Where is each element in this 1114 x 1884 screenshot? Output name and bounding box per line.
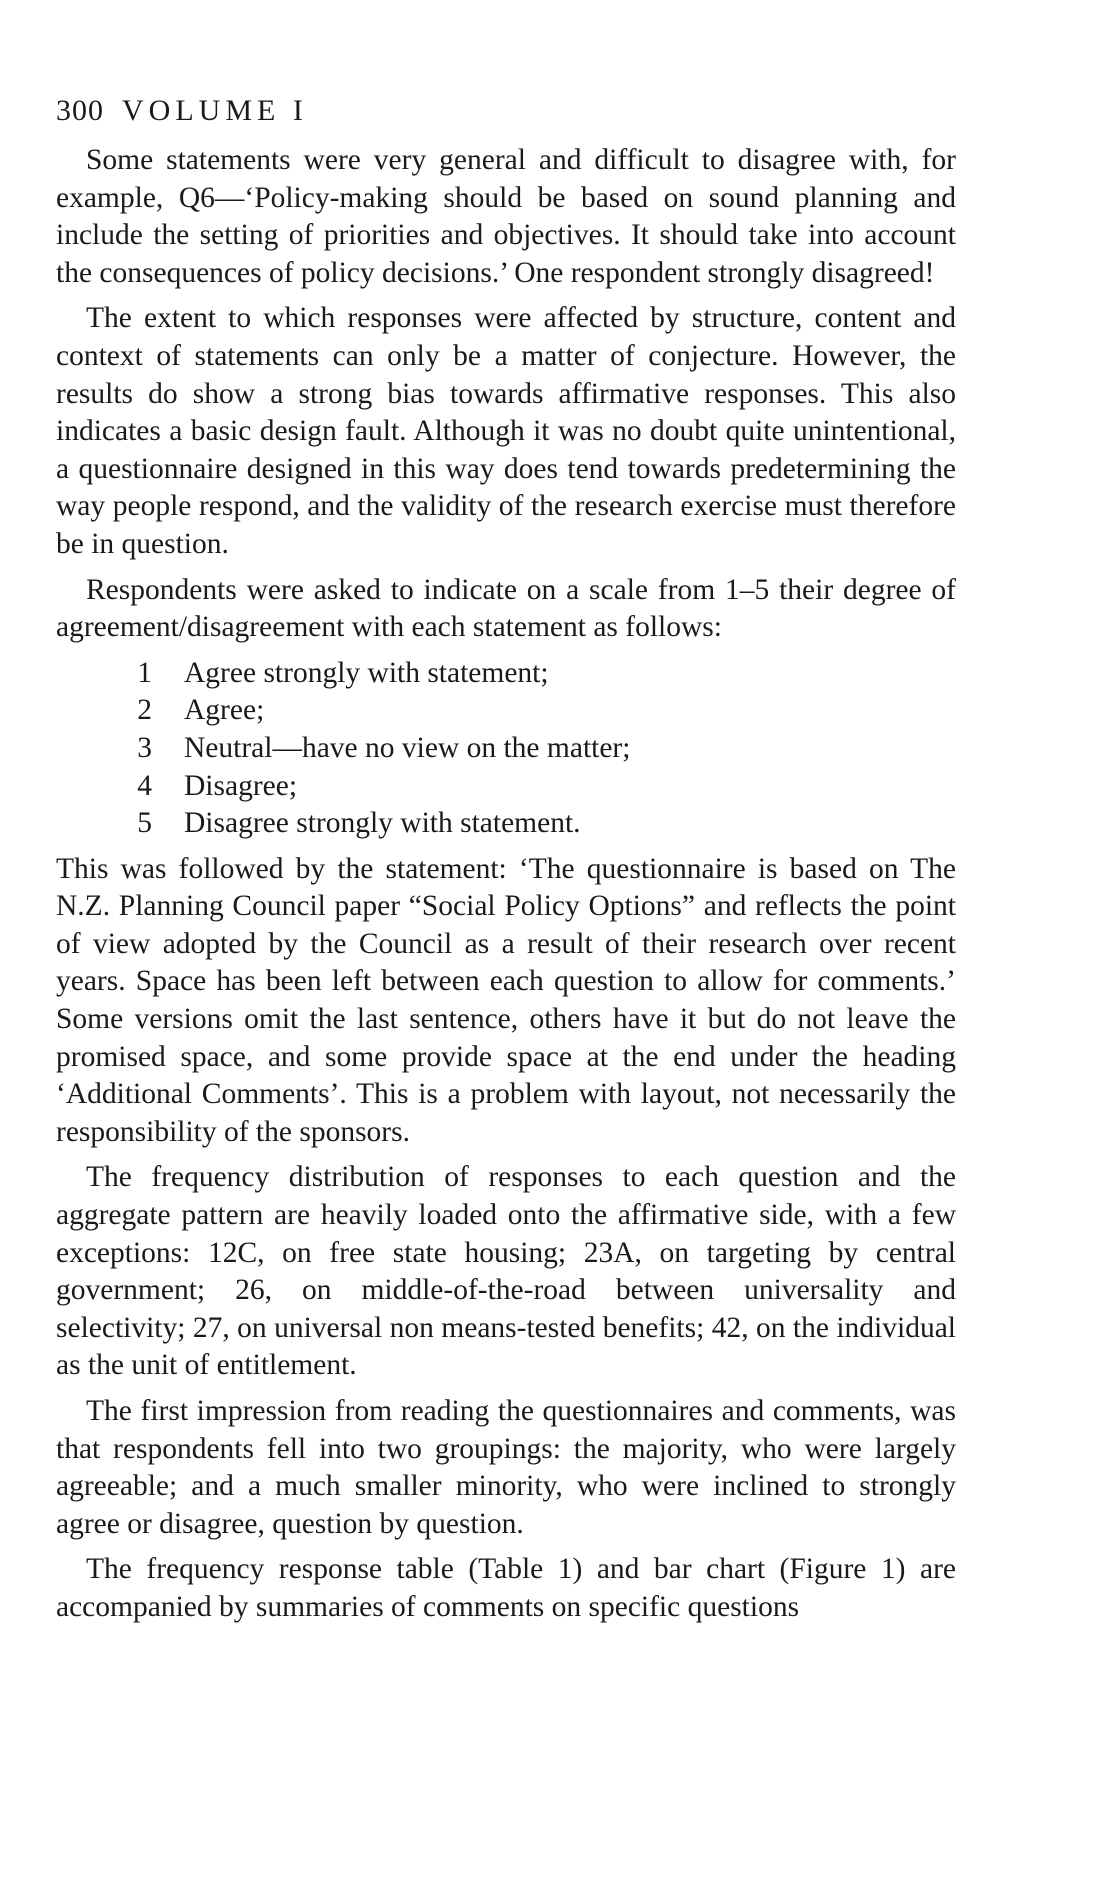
paragraph-6: The first impression from reading the questionnaires and comments, was that respondents fell into two groupings: the majority, who were largely agreeable; and a much smaller minority, who were inclined to strongly agree or disagree, question by question. — [56, 1395, 956, 1540]
agreement-scale-list — [56, 655, 956, 843]
scale-number: 4 — [137, 769, 152, 802]
paragraph-3: Respondents were asked to indicate on a scale from 1–5 their degree of agreement/disagreement with each statement as follows: — [56, 573, 956, 644]
scale-label: Agree; — [184, 694, 265, 727]
scale-number: 3 — [137, 731, 152, 764]
page-number: 300 — [56, 94, 104, 127]
paragraph-1: Some statements were very general and difficult to disagree with, for example, Q6—‘Policy-making should be based on sound planning and include the setting of priorities and objectives. It should take into account the consequences of policy decisions.’ One respondent strongly disagreed! — [56, 144, 956, 289]
scale-number: 5 — [137, 807, 152, 840]
scale-item — [56, 730, 956, 768]
paragraph-2: The extent to which responses were affected by structure, content and context of statements can only be a matter of conjecture. However, the results do show a strong bias towards affirmative responses. This also indicates a basic design fault. Although it was no doubt quite unintentional, a questionnaire designed in this way does tend towards predetermining the way people respond, and the validity of the research exercise must therefore be in question. — [56, 302, 956, 560]
scale-item — [56, 655, 956, 693]
paragraph-4: This was followed by the statement: ‘The questionnaire is based on The N.Z. Planning Council paper “Social Policy Options” and reflects the point of view adopted by the Council as a result of their research over recent years. Space has been left between each question to allow for comments.’ Some versions omit the last sentence, others have it but do not leave the promised space, and some provide space at the end under the heading ‘Additional Comments’. This is a problem with layout, not necessarily the responsibility of the sponsors. — [56, 852, 956, 1148]
scale-label: Neutral—have no view on the matter; — [184, 731, 631, 764]
book-page — [56, 92, 956, 1635]
scale-number: 1 — [137, 656, 152, 689]
scale-label: Disagree; — [184, 769, 298, 802]
paragraph-5: The frequency distribution of responses to each question and the aggregate pattern are heavily loaded onto the affirmative side, with a few exceptions: 12C, on free state housing; 23A, on targeting by central government; 26, on middle-of-the-road between universality and selectivity; 27, on universal non means-tested benefits; 42, on the individual as the unit of entitlement. — [56, 1161, 956, 1382]
scale-number: 2 — [137, 694, 152, 727]
running-head — [56, 92, 956, 136]
scale-label: Disagree strongly with statement. — [184, 807, 581, 840]
paragraph-7: The frequency response table (Table 1) and bar chart (Figure 1) are accompanied by summaries of comments on specific questions — [56, 1553, 956, 1623]
scale-item — [56, 805, 956, 843]
volume-label: VOLUME I — [122, 94, 308, 127]
scale-label: Agree strongly with statement; — [184, 656, 549, 689]
scale-item — [56, 692, 956, 730]
scale-item — [56, 768, 956, 806]
